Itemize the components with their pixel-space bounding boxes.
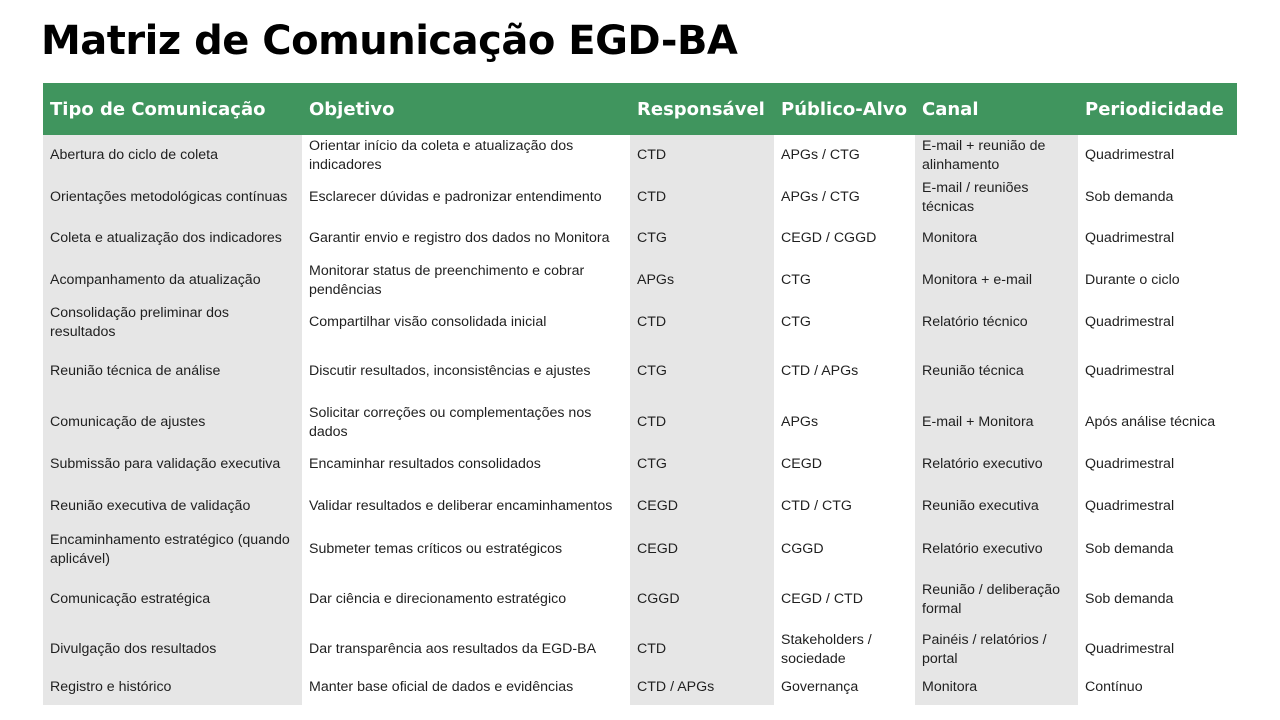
table-row bbox=[43, 445, 1237, 485]
table-row bbox=[43, 529, 1237, 571]
table-header-row bbox=[43, 83, 1237, 135]
cell-canal: Reunião executiva bbox=[915, 485, 1078, 529]
table-row bbox=[43, 177, 1237, 219]
cell-objetivo: Esclarecer dúvidas e padronizar entendimento bbox=[302, 177, 630, 219]
cell-responsavel: CTD bbox=[630, 303, 774, 343]
table-row bbox=[43, 629, 1237, 671]
cell-objetivo: Orientar início da coleta e atualização dos indicadores bbox=[302, 135, 630, 177]
cell-canal: Relatório executivo bbox=[915, 529, 1078, 571]
cell-tipo: Divulgação dos resultados bbox=[43, 629, 302, 671]
cell-periodicidade: Quadrimestral bbox=[1078, 629, 1237, 671]
table-row bbox=[43, 135, 1237, 177]
cell-tipo: Acompanhamento da atualização bbox=[43, 259, 302, 303]
cell-objetivo: Garantir envio e registro dos dados no Monitora bbox=[302, 219, 630, 259]
cell-responsavel: CTD bbox=[630, 401, 774, 445]
cell-canal: Relatório técnico bbox=[915, 303, 1078, 343]
cell-objetivo: Solicitar correções ou complementações nos dados bbox=[302, 401, 630, 445]
column-header-periodicidade: Periodicidade bbox=[1078, 83, 1237, 135]
cell-canal: Monitora + e-mail bbox=[915, 259, 1078, 303]
cell-canal: Relatório executivo bbox=[915, 445, 1078, 485]
cell-periodicidade: Contínuo bbox=[1078, 671, 1237, 705]
cell-tipo: Coleta e atualização dos indicadores bbox=[43, 219, 302, 259]
cell-publico-alvo: CTG bbox=[774, 303, 915, 343]
communication-matrix-table bbox=[43, 83, 1237, 705]
cell-publico-alvo: APGs / CTG bbox=[774, 177, 915, 219]
cell-canal: Monitora bbox=[915, 219, 1078, 259]
cell-periodicidade: Após análise técnica bbox=[1078, 401, 1237, 445]
cell-objetivo: Discutir resultados, inconsistências e ajustes bbox=[302, 343, 630, 401]
cell-objetivo: Dar transparência aos resultados da EGD-BA bbox=[302, 629, 630, 671]
cell-publico-alvo: CTG bbox=[774, 259, 915, 303]
cell-publico-alvo: CGGD bbox=[774, 529, 915, 571]
column-header-tipo: Tipo de Comunicação bbox=[43, 83, 302, 135]
cell-periodicidade: Sob demanda bbox=[1078, 571, 1237, 629]
cell-responsavel: CEGD bbox=[630, 529, 774, 571]
cell-responsavel: CGGD bbox=[630, 571, 774, 629]
cell-responsavel: CTG bbox=[630, 219, 774, 259]
cell-tipo: Comunicação de ajustes bbox=[43, 401, 302, 445]
table-row bbox=[43, 343, 1237, 401]
cell-tipo: Encaminhamento estratégico (quando aplicável) bbox=[43, 529, 302, 571]
cell-canal: E-mail / reuniões técnicas bbox=[915, 177, 1078, 219]
column-header-responsavel: Responsável bbox=[630, 83, 774, 135]
table-row bbox=[43, 485, 1237, 529]
cell-responsavel: CTD / APGs bbox=[630, 671, 774, 705]
cell-periodicidade: Quadrimestral bbox=[1078, 303, 1237, 343]
cell-objetivo: Manter base oficial de dados e evidências bbox=[302, 671, 630, 705]
cell-responsavel: APGs bbox=[630, 259, 774, 303]
cell-canal: Monitora bbox=[915, 671, 1078, 705]
cell-publico-alvo: APGs bbox=[774, 401, 915, 445]
cell-publico-alvo: CTD / CTG bbox=[774, 485, 915, 529]
column-header-publico-alvo: Público-Alvo bbox=[774, 83, 915, 135]
cell-periodicidade: Quadrimestral bbox=[1078, 445, 1237, 485]
cell-tipo: Submissão para validação executiva bbox=[43, 445, 302, 485]
table-row bbox=[43, 219, 1237, 259]
cell-objetivo: Validar resultados e deliberar encaminhamentos bbox=[302, 485, 630, 529]
cell-objetivo: Monitorar status de preenchimento e cobrar pendências bbox=[302, 259, 630, 303]
cell-periodicidade: Sob demanda bbox=[1078, 177, 1237, 219]
cell-responsavel: CTD bbox=[630, 135, 774, 177]
cell-canal: Reunião / deliberação formal bbox=[915, 571, 1078, 629]
cell-objetivo: Encaminhar resultados consolidados bbox=[302, 445, 630, 485]
cell-periodicidade: Quadrimestral bbox=[1078, 485, 1237, 529]
cell-periodicidade: Quadrimestral bbox=[1078, 219, 1237, 259]
table-row bbox=[43, 401, 1237, 445]
cell-tipo: Consolidação preliminar dos resultados bbox=[43, 303, 302, 343]
cell-responsavel: CTD bbox=[630, 177, 774, 219]
cell-objetivo: Dar ciência e direcionamento estratégico bbox=[302, 571, 630, 629]
cell-periodicidade: Quadrimestral bbox=[1078, 343, 1237, 401]
cell-canal: Painéis / relatórios / portal bbox=[915, 629, 1078, 671]
cell-responsavel: CTG bbox=[630, 343, 774, 401]
cell-tipo: Reunião executiva de validação bbox=[43, 485, 302, 529]
cell-publico-alvo: CTD / APGs bbox=[774, 343, 915, 401]
cell-publico-alvo: CEGD / CTD bbox=[774, 571, 915, 629]
cell-objetivo: Compartilhar visão consolidada inicial bbox=[302, 303, 630, 343]
column-header-objetivo: Objetivo bbox=[302, 83, 630, 135]
cell-periodicidade: Durante o ciclo bbox=[1078, 259, 1237, 303]
column-header-canal: Canal bbox=[915, 83, 1078, 135]
cell-publico-alvo: APGs / CTG bbox=[774, 135, 915, 177]
cell-publico-alvo: CEGD bbox=[774, 445, 915, 485]
cell-tipo: Registro e histórico bbox=[43, 671, 302, 705]
cell-tipo: Abertura do ciclo de coleta bbox=[43, 135, 302, 177]
cell-tipo: Orientações metodológicas contínuas bbox=[43, 177, 302, 219]
cell-objetivo: Submeter temas críticos ou estratégicos bbox=[302, 529, 630, 571]
cell-periodicidade: Quadrimestral bbox=[1078, 135, 1237, 177]
cell-responsavel: CTG bbox=[630, 445, 774, 485]
table-row bbox=[43, 671, 1237, 705]
table-row bbox=[43, 259, 1237, 303]
cell-periodicidade: Sob demanda bbox=[1078, 529, 1237, 571]
cell-publico-alvo: Stakeholders / sociedade bbox=[774, 629, 915, 671]
cell-canal: E-mail + Monitora bbox=[915, 401, 1078, 445]
cell-publico-alvo: Governança bbox=[774, 671, 915, 705]
cell-publico-alvo: CEGD / CGGD bbox=[774, 219, 915, 259]
cell-responsavel: CTD bbox=[630, 629, 774, 671]
page-title: Matriz de Comunicação EGD-BA bbox=[41, 18, 738, 64]
table-row bbox=[43, 303, 1237, 343]
cell-canal: Reunião técnica bbox=[915, 343, 1078, 401]
cell-canal: E-mail + reunião de alinhamento bbox=[915, 135, 1078, 177]
table-row bbox=[43, 571, 1237, 629]
cell-responsavel: CEGD bbox=[630, 485, 774, 529]
cell-tipo: Reunião técnica de análise bbox=[43, 343, 302, 401]
cell-tipo: Comunicação estratégica bbox=[43, 571, 302, 629]
